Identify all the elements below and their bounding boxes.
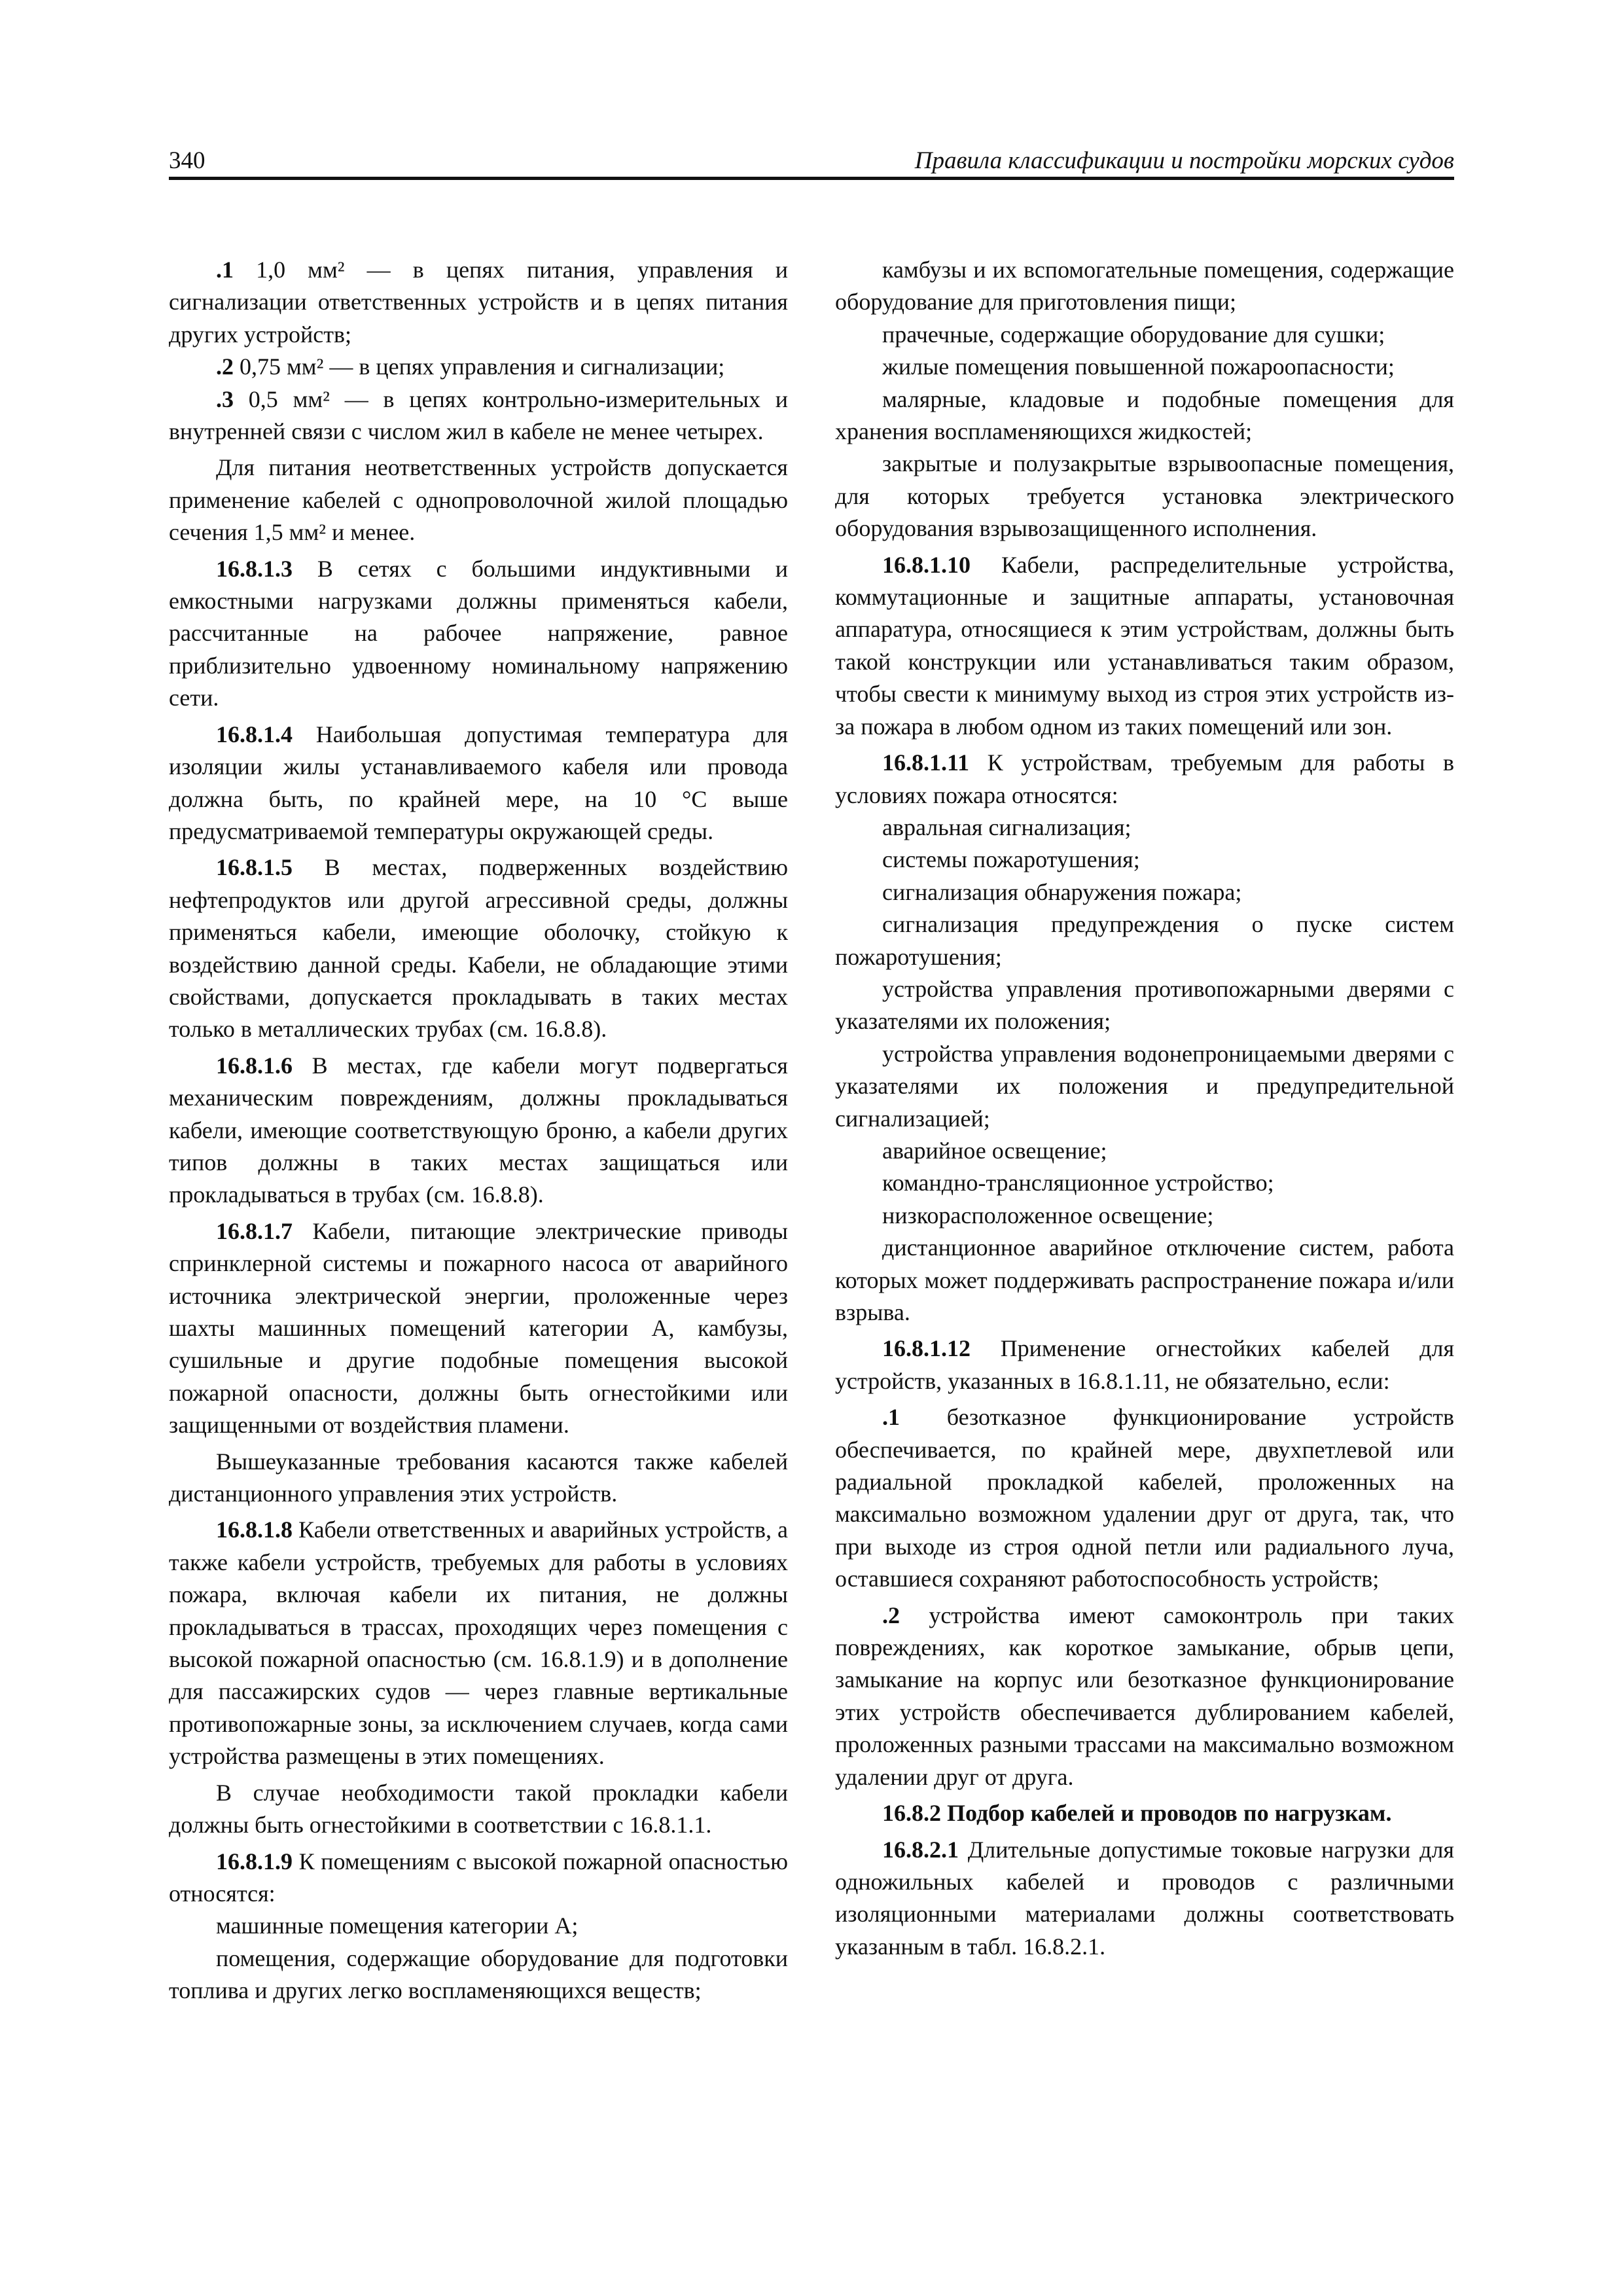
paragraph: устройства управления водонепроницаемыми дверями с указателями их положения и предупредительной сигнализацией; — [835, 1040, 1454, 1132]
paragraph: В случае необходимости такой прокладки кабели должны быть огнестойкими в соответствии с 16.8.1.1. — [169, 1779, 788, 1839]
paragraph: помещения, содержащие оборудование для подготовки топлива и других легко воспламеняющихся веществ; — [169, 1945, 788, 2004]
header-rule — [169, 177, 1454, 180]
paragraph: Для питания неответственных устройств допускается применение кабелей с однопроволочной жилой площадью сечения 1,5 мм² и менее. — [169, 454, 788, 546]
paragraph: .2 устройства имеют самоконтроль при таких повреждениях, как короткое замыкание, обрыв цепи, замыкание на корпус или безотказное функционирование этих устройств обеспечивается дублированием кабелей, проложенных разными трассами на максимально возможном удалении друг от друга. — [835, 1602, 1454, 1790]
right-column — [835, 254, 1454, 1963]
paragraph: сигнализация предупреждения о пуске систем пожаротушения; — [835, 911, 1454, 970]
left-column — [169, 254, 788, 2007]
paragraph: 16.8.1.5 В местах, подверженных воздействию нефтепродуктов или другой агрессивной среды, должны применяться кабели, имеющие оболочку, стойкую к воздействию данной среды. Кабели, не обладающие этими свойствами, допускается прокладывать в таких местах только в металлических трубах (см. 16.8.8). — [169, 854, 788, 1043]
paragraph: авральная сигнализация; — [882, 814, 1132, 840]
paragraph: дистанционное аварийное отключение систем, работа которых может поддерживать распространение пожара и/или взрыва. — [835, 1234, 1454, 1325]
paragraph: машинные помещения категории А; — [216, 1912, 579, 1939]
paragraph: 16.8.1.3 В сетях с большими индуктивными и емкостными нагрузками должны применяться кабели, рассчитанные на рабочее напряжение, равное приблизительно удвоенному номинальному напряжению сети. — [169, 555, 788, 711]
paragraph: 16.8.1.7 Кабели, питающие электрические приводы спринклерной системы и пожарного насоса от аварийного источника электрической энергии, проложенные через шахты машинных помещений категории А, камбузы, сушильные и другие подобные помещения высокой пожарной опасности, должны быть огнестойкими или защищенными от воздействия пламени. — [169, 1217, 788, 1439]
paragraph: сигнализация обнаружения пожара; — [882, 878, 1242, 905]
paragraph: закрытые и полузакрытые взрывоопасные помещения, для которых требуется установка электрического оборудования взрывозащищенного исполнения. — [835, 450, 1454, 542]
paragraph: .2 0,75 мм² — в цепях управления и сигнализации; — [216, 353, 725, 380]
paragraph: 16.8.1.12 Применение огнестойких кабелей для устройств, указанных в 16.8.1.11, не обязательно, если: — [835, 1335, 1454, 1394]
paragraph: .1 1,0 мм² — в цепях питания, управления и сигнализации ответственных устройств и в цепях питания других устройств; — [169, 257, 788, 348]
paragraph: низкорасположенное освещение; — [882, 1202, 1214, 1229]
paragraph: устройства управления противопожарными дверями с указателями их положения; — [835, 975, 1454, 1035]
paragraph: 16.8.2.1 Длительные допустимые токовые нагрузки для одножильных кабелей и проводов с различными изоляционными материалами должны соответствовать указанным в табл. 16.8.2.1. — [835, 1836, 1454, 1960]
running-title: Правила классификации и постройки морских судов — [914, 147, 1454, 174]
paragraph: Вышеуказанные требования касаются также кабелей дистанционного управления этих устройств. — [169, 1448, 788, 1507]
page-header — [169, 141, 1454, 180]
paragraph: малярные, кладовые и подобные помещения для хранения воспламеняющихся жидкостей; — [835, 386, 1454, 445]
section-heading: 16.8.2 Подбор кабелей и проводов по нагрузкам. — [882, 1800, 1392, 1827]
paragraph: аварийное освещение; — [882, 1137, 1107, 1164]
paragraph: .1 безотказное функционирование устройств обеспечивается, по крайней мере, двухпетлевой или радиальной прокладкой кабелей, проложенных на максимально возможном удалении друг от друга, так, что при выходе из строя одной петли или радиального луча, оставшиеся сохраняют работоспособность устройств; — [835, 1404, 1454, 1592]
paragraph: .3 0,5 мм² — в цепях контрольно-измерительных и внутренней связи с числом жил в кабеле не менее четырех. — [169, 386, 788, 445]
paragraph: камбузы и их вспомогательные помещения, содержащие оборудование для приготовления пищи; — [835, 257, 1454, 315]
paragraph: системы пожаротушения; — [882, 846, 1140, 873]
paragraph: 16.8.1.10 Кабели, распределительные устройства, коммутационные и защитные аппараты, установочная аппаратура, относящиеся к этим устройствам, должны быть такой конструкции или устанавливаться таким образом, чтобы свести к минимуму выход из строя этих устройств из-за пожара в любом одном из таких помещений или зон. — [835, 551, 1454, 740]
paragraph: 16.8.1.11 К устройствам, требуемым для работы в условиях пожара относятся: — [835, 749, 1454, 808]
page-number: 340 — [169, 147, 205, 174]
paragraph: прачечные, содержащие оборудование для сушки; — [882, 321, 1385, 348]
paragraph: 16.8.1.4 Наибольшая допустимая температура для изоляции жилы устанавливаемого кабеля или провода должна быть, по крайней мере, на 10 °С выше предусматриваемой температуры окружающей среды. — [169, 721, 788, 844]
paragraph: командно-трансляционное устройство; — [882, 1170, 1274, 1196]
paragraph: жилые помещения повышенной пожароопасности; — [882, 353, 1395, 380]
paragraph: 16.8.1.8 Кабели ответственных и аварийных устройств, а также кабели устройств, требуемых для работы в условиях пожара, включая кабели их питания, не должны прокладываться в трассах, проходящих через помещения с высокой пожарной опасностью (см. 16.8.1.9) и в дополнение для пассажирских судов — через главные вертикальные противопожарные зоны, за исключением случаев, когда сами устройства размещены в этих помещениях. — [169, 1516, 788, 1770]
paragraph: 16.8.1.9 К помещениям с высокой пожарной опасностью относятся: — [169, 1848, 788, 1907]
paragraph: 16.8.1.6 В местах, где кабели могут подвергаться механическим повреждениям, должны прокладываться кабели, имеющие соответствующую броню, а кабели других типов должны в таких местах защищаться или прокладываться в трубах (см. 16.8.8). — [169, 1052, 788, 1208]
